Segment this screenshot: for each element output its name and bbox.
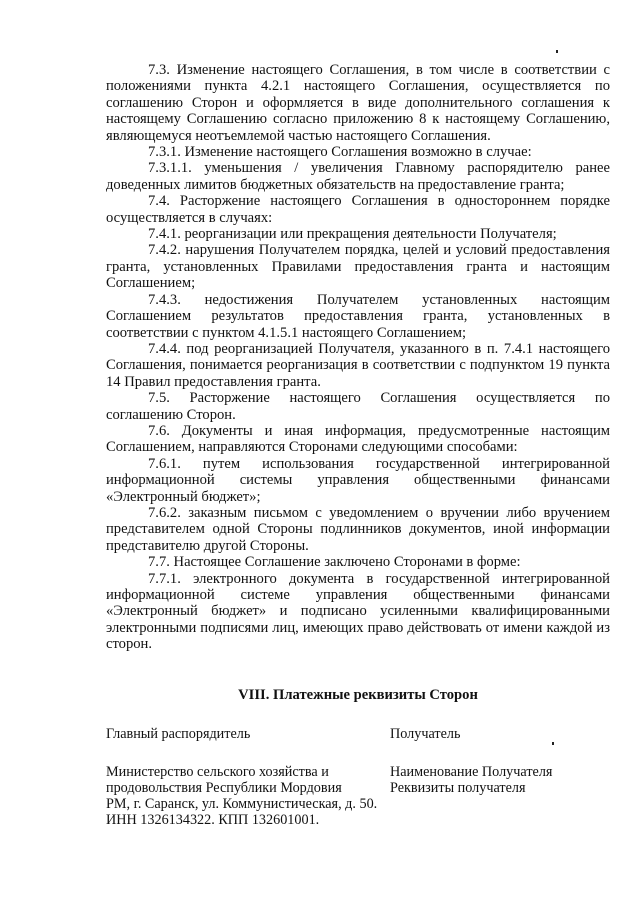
paragraph-7-4-4: 7.4.4. под реорганизацией Получателя, указанного в п. 7.4.1 настоящего Соглашения, понимается реорганизация в соответствии с подпунктом 19 пункта 14 Правил предоставления гранта. [106,340,610,390]
right-line: Реквизиты получателя [390,779,526,796]
scan-speck [552,742,554,745]
paragraph-7-3-1: 7.3.1. Изменение настоящего Соглашения возможно в случае: [148,144,532,161]
paragraph-7-6-2: 7.6.2. заказным письмом с уведомлением о вручении либо вручением представителем одной Стороны подлинников документов, иной информации представителю другой Стороны. [106,504,610,554]
paragraph-7-4: 7.4. Расторжение настоящего Соглашения в одностороннем порядке осуществляется в случаях: [106,193,610,226]
paragraph-7-5: 7.5. Расторжение настоящего Соглашения осуществляется по соглашению Сторон. [106,390,610,423]
scan-speck [556,50,558,53]
left-line: продовольствия Республики Мордовия [106,779,342,796]
paragraph-7-3: 7.3. Изменение настоящего Соглашения, в том числе в соответствии с положениями пункта 4.2.1 настоящего Соглашения, осуществляется по соглашению Сторон и оформляется в виде дополнительного соглашения к настоящему Соглашению согласно приложению 8 к настоящему Соглашению, являющемуся неотъемлемой частью настоящего Соглашения. [106,62,610,144]
paragraph-7-3-1-1: 7.3.1.1. уменьшения / увеличения Главному распорядителю ранее доведенных лимитов бюджетных обязательств на предоставление гранта; [106,160,610,193]
left-line: Министерство сельского хозяйства и [106,763,329,780]
requisites-right-column [390,726,590,828]
paragraph-7-4-2: 7.4.2. нарушения Получателем порядка, целей и условий предоставления гранта, установленных Правилами предоставления гранта и настоящим Соглашением; [106,242,610,292]
left-line: ИНН 1326134322. КПП 132601001. [106,811,320,828]
payment-requisites [106,726,610,828]
paragraph-7-4-3: 7.4.3. недостижения Получателем установленных настоящим Соглашением результатов предоставления гранта, установленных в соответствии с пунктом 4.1.5.1 настоящего Соглашением; [106,291,610,341]
right-column-title: Получатель [390,725,461,742]
section-heading: VIII. Платежные реквизиты Сторон [238,686,478,703]
agreement-body [106,62,610,653]
left-column-title: Главный распорядитель [106,725,251,742]
paragraph-7-7: 7.7. Настоящее Соглашение заключено Сторонами в форме: [148,554,521,571]
paragraph-7-6: 7.6. Документы и иная информация, предусмотренные настоящим Соглашением, направляются Сторонами следующими способами: [106,422,610,456]
right-line: Наименование Получателя [390,763,553,780]
paragraph-7-7-1: 7.7.1. электронного документа в государственной интегрированной информационной системе управления общественными финансами «Электронный бюджет» и подписано усиленными квалифицированными электронными подписями лиц, имеющих право действовать от имени каждой из сторон. [106,570,610,653]
paragraph-7-4-1: 7.4.1. реорганизации или прекращения деятельности Получателя; [148,226,557,243]
requisites-left-column [106,726,386,828]
paragraph-7-6-1: 7.6.1. путем использования государственной интегрированной информационной системы управления общественными финансами «Электронный бюджет»; [106,455,610,505]
left-line: РМ, г. Саранск, ул. Коммунистическая, д. 50. [106,795,378,812]
